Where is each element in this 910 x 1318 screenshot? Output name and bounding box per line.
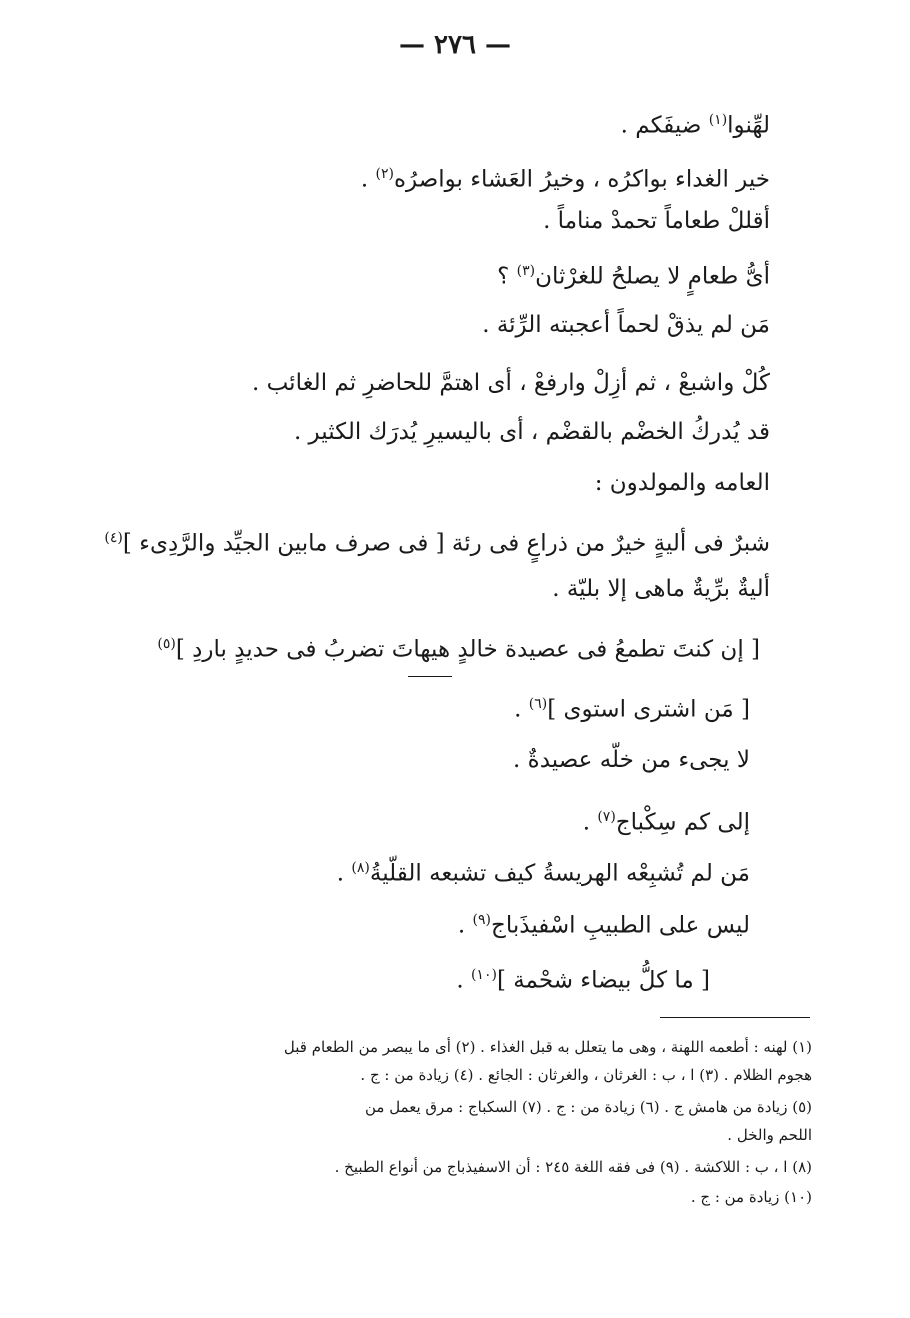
proverb-line: شبرٌ فى أليةٍ خيرٌ من ذراعٍ فى رئة [ فى صرف مابين الجيِّد والرَّدِىء ]$^{(٤)}$ — [104, 530, 770, 557]
footnote-marker: (١) — [708, 112, 728, 128]
proverb-line: [ مَن اشترى استوى ]$^{(٦)}$ . — [514, 696, 750, 723]
footnote-line: هجوم الظلام . (٣) ا ، ب : الغرثان ، والغرثان : الجائع . (٤) زيادة من : ج . — [360, 1066, 812, 1084]
proverb-line: أقللْ طعاماً تحمدْ مناماً . — [543, 208, 770, 234]
footnote-line: (١) لهنه : أطعمه اللهنة ، وهى ما يتعلل به قبل الغذاء . (٢) أى ما يبصر من الطعام قبل — [283, 1038, 812, 1056]
verse-line: [ إن كنتَ تطمعُ فى عصيدة خالدٍ هيهاتَ تضربُ فى حديدٍ باردِ ]$^{(٥)}$ — [157, 636, 760, 663]
proverb-line: [ ما كلُّ بيضاء شحْمة ]$^{(١٠)}$ . — [456, 967, 710, 994]
hemistich-divider — [408, 676, 452, 677]
proverb-line: أليةٌ برِّيةٌ ماهى إلا بليّة . — [552, 576, 770, 602]
footnote-marker: (٥) — [157, 636, 176, 652]
proverb-line: مَن لم يذقْ لحماً أعجبته الرِّئة . — [482, 312, 770, 338]
footnote-divider — [660, 1017, 810, 1018]
proverb-line: ليس على الطبيبِ اسْفيذَباج$^{(٩)}$ . — [457, 912, 750, 939]
proverb-line: مَن لم تُشبِعْه الهريسةُ كيف تشبعه القلّيةُ$^{(٨)}$ . — [336, 860, 750, 887]
footnote-marker: (٦) — [528, 696, 548, 712]
proverb-line: لهِّنوا$^{(١)}$ ضيفَكم . — [620, 112, 770, 139]
footnote-marker: (٨) — [351, 860, 370, 876]
proverb-line: قد يُدركُ الخضْم بالقضْم ، أى باليسيرِ يُدرَك الكثير . — [293, 419, 770, 445]
footnote-line: (٨) ا ، ب : اللاكشة . (٩) فى فقه اللغة ٢٤٥ : أن الاسفيذباج من أنواع الطبيخ . — [334, 1158, 812, 1176]
proverb-line: أىُّ طعامٍ لا يصلحُ للغرْثان$^{(٣)}$ ؟ — [497, 263, 770, 290]
proverb-line: إلى كم سِكْباج$^{(٧)}$ . — [582, 809, 750, 836]
proverb-line: لا يجىء من خلّه عصيدةٌ . — [513, 747, 750, 773]
footnote-line: (١٠) زيادة من : ج . — [690, 1188, 812, 1206]
footnote-marker: (١٠) — [470, 967, 497, 983]
footnote-marker: (٢) — [375, 166, 394, 182]
page-number: — ٢٧٦ — — [398, 30, 512, 60]
footnote-marker: (٩) — [472, 912, 491, 928]
footnote-line: اللحم والخل . — [727, 1126, 812, 1144]
footnote-marker: (٤) — [104, 530, 123, 546]
footnote-marker: (٧) — [597, 809, 616, 825]
footnote-line: (٥) زيادة من هامش ج . (٦) زيادة من : ج . (٧) السكباج : مرق يعمل من — [364, 1098, 812, 1116]
section-heading: العامه والمولدون : — [594, 470, 770, 496]
footnote-marker: (٣) — [516, 263, 536, 279]
proverb-line: خير الغداء بواكرُه ، وخيرُ العَشاء بواصرُه$^{(٢)}$ . — [360, 166, 770, 193]
proverb-line: كُلْ واشبعْ ، ثم أزِلْ وارفعْ ، أى اهتمَّ للحاضرِ ثم الغائب . — [251, 370, 770, 396]
